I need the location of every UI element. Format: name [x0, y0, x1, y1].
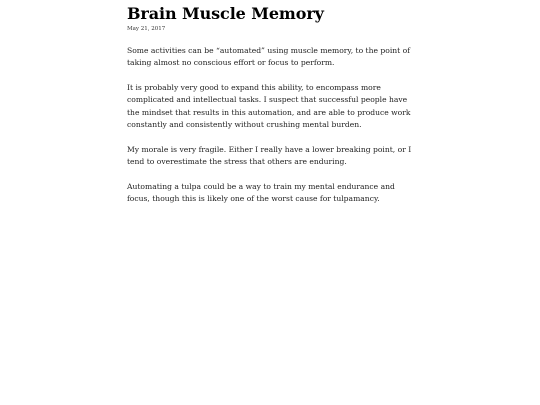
post-paragraph: Automating a tulpa could be a way to train my mental endurance and focus, though this is likely one of the worst cause for tulpamancy. [127, 181, 395, 203]
post-paragraph: My morale is very fragile. Either I really have a lower breaking point, or I tend to overestimate the stress that others are enduring. [127, 144, 412, 166]
post-date: May 21, 2017 [127, 26, 166, 32]
blog-post [127, 4, 413, 218]
post-title: Brain Muscle Memory [127, 4, 324, 23]
post-paragraph: It is probably very good to expand this ability, to encompass more complicated and intellectual tasks. I suspect that successful people have the mindset that results in this automation, and are able to produce work constantly and consistently without crushing mental burden. [127, 82, 411, 129]
post-paragraph: Some activities can be “automated” using muscle memory, to the point of taking almost no conscious effort or focus to perform. [127, 46, 411, 68]
